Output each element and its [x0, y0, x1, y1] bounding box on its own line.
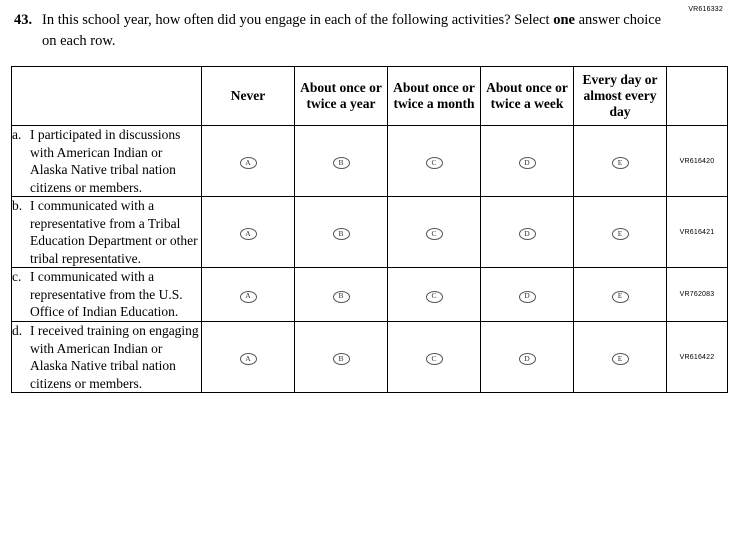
bubble-d-month[interactable]: [388, 322, 481, 393]
radio-bubble[interactable]: C: [426, 157, 443, 169]
radio-bubble[interactable]: D: [519, 228, 536, 240]
row-stem-a: [12, 126, 202, 197]
table-row: [12, 197, 728, 268]
bubble-a-month[interactable]: [388, 126, 481, 197]
row-variable-id-a: VR616420: [667, 126, 728, 197]
question-text-part2: answer choice on each row.: [42, 12, 662, 50]
row-letter-d: d.: [12, 323, 23, 339]
bubble-d-week[interactable]: [481, 322, 574, 393]
bubble-c-never[interactable]: [202, 268, 295, 322]
radio-bubble[interactable]: A: [240, 228, 257, 240]
header-never: Never: [202, 67, 295, 126]
bubble-b-week[interactable]: [481, 197, 574, 268]
bubble-c-month[interactable]: [388, 268, 481, 322]
header-stem-blank: [12, 67, 202, 126]
radio-bubble[interactable]: B: [333, 157, 350, 169]
matrix-header-row: [12, 67, 728, 126]
header-once-twice-week: About once or twice a week: [481, 67, 574, 126]
radio-bubble[interactable]: A: [240, 291, 257, 303]
radio-bubble[interactable]: B: [333, 228, 350, 240]
bubble-a-never[interactable]: [202, 126, 295, 197]
question-block: [14, 10, 674, 52]
radio-bubble[interactable]: E: [612, 157, 629, 169]
row-text-d: I received training on engaging with American Indian or Alaska Native tribal nation citizens or members.: [30, 323, 199, 391]
row-variable-id-c: VR762083: [667, 268, 728, 322]
radio-bubble[interactable]: A: [240, 157, 257, 169]
radio-bubble[interactable]: D: [519, 291, 536, 303]
row-text-b: I communicated with a representative from a Tribal Education Department or other tribal representative.: [30, 198, 198, 266]
table-row: [12, 268, 728, 322]
bubble-b-never[interactable]: [202, 197, 295, 268]
bubble-b-month[interactable]: [388, 197, 481, 268]
bubble-a-everyday[interactable]: [574, 126, 667, 197]
bubble-a-week[interactable]: [481, 126, 574, 197]
radio-bubble[interactable]: C: [426, 228, 443, 240]
radio-bubble[interactable]: E: [612, 353, 629, 365]
question-number: 43.: [14, 12, 33, 28]
question-text: [42, 10, 674, 52]
page-variable-id: VR616332: [688, 6, 723, 13]
bubble-c-year[interactable]: [295, 268, 388, 322]
radio-bubble[interactable]: D: [519, 157, 536, 169]
row-stem-b: [12, 197, 202, 268]
row-letter-a: a.: [12, 127, 22, 142]
radio-bubble[interactable]: B: [333, 291, 350, 303]
radio-bubble[interactable]: B: [333, 353, 350, 365]
header-once-twice-month: About once or twice a month: [388, 67, 481, 126]
row-stem-c: [12, 268, 202, 322]
radio-bubble[interactable]: A: [240, 353, 257, 365]
bubble-b-year[interactable]: [295, 197, 388, 268]
bubble-d-year[interactable]: [295, 322, 388, 393]
bubble-d-everyday[interactable]: [574, 322, 667, 393]
radio-bubble[interactable]: E: [612, 228, 629, 240]
bubble-c-week[interactable]: [481, 268, 574, 322]
bubble-a-year[interactable]: [295, 126, 388, 197]
radio-bubble[interactable]: E: [612, 291, 629, 303]
bubble-d-never[interactable]: [202, 322, 295, 393]
bubble-c-everyday[interactable]: [574, 268, 667, 322]
row-stem-d: [12, 322, 202, 393]
table-row: [12, 322, 728, 393]
row-variable-id-d: VR616422: [667, 322, 728, 393]
row-text-a: I participated in discussions with American Indian or Alaska Native tribal nation citizens or members.: [30, 127, 181, 195]
header-every-day: Every day or almost every day: [574, 67, 667, 126]
header-id-blank: [667, 67, 728, 126]
question-text-emphasis: one: [553, 12, 575, 28]
header-once-twice-year: About once or twice a year: [295, 67, 388, 126]
row-letter-c: c.: [12, 269, 22, 285]
radio-bubble[interactable]: C: [426, 353, 443, 365]
radio-bubble[interactable]: D: [519, 353, 536, 365]
row-letter-b: b.: [12, 198, 23, 214]
row-text-c: I communicated with a representative from the U.S. Office of Indian Education.: [30, 269, 183, 320]
radio-bubble[interactable]: C: [426, 291, 443, 303]
response-matrix: [11, 66, 728, 393]
bubble-b-everyday[interactable]: [574, 197, 667, 268]
table-row: [12, 126, 728, 197]
row-variable-id-b: VR616421: [667, 197, 728, 268]
question-text-part1: In this school year, how often did you engage in each of the following activities? Select: [42, 12, 554, 28]
